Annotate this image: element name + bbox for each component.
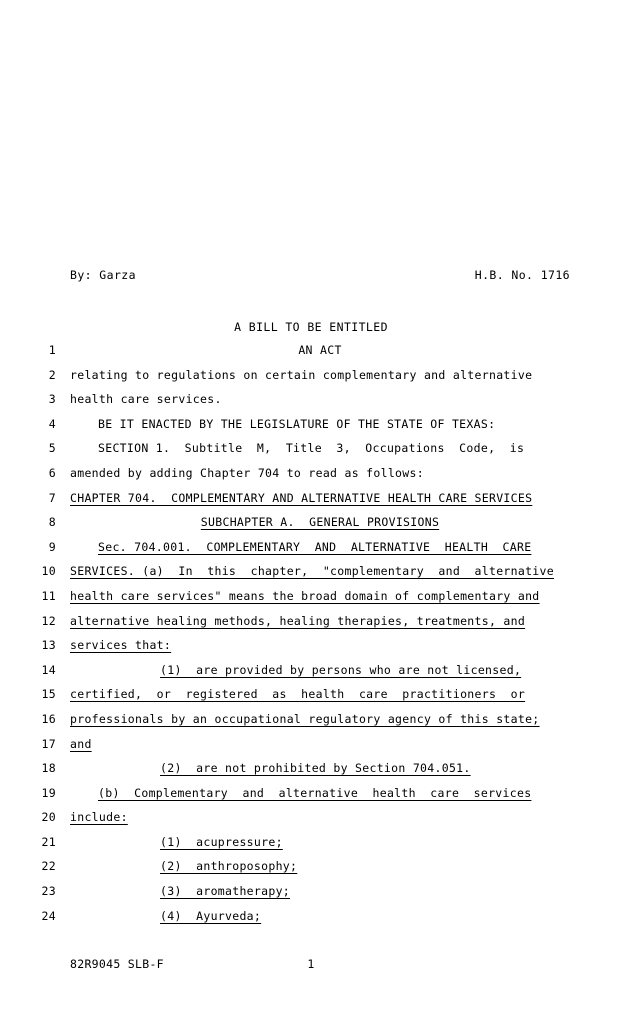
line-text: (1) acupressure; <box>160 834 283 849</box>
line-text: (b) Complementary and alternative health care services <box>98 785 532 800</box>
line-number: 17 <box>41 736 56 751</box>
page-number: 1 <box>307 957 315 971</box>
line-number: 13 <box>41 638 56 653</box>
line-number: 1 <box>48 343 56 357</box>
text-line <box>0 491 622 516</box>
line-number: 24 <box>41 908 56 923</box>
bill-title: A BILL TO BE ENTITLED <box>234 320 388 334</box>
line-text: amended by adding Chapter 704 to read as follows: <box>70 465 424 480</box>
bill-body <box>0 343 622 933</box>
text-line <box>0 909 622 934</box>
line-text: AN ACT <box>298 343 342 357</box>
line-number: 15 <box>41 687 56 702</box>
line-number: 18 <box>41 761 56 776</box>
text-line <box>0 761 622 786</box>
text-line <box>0 810 622 835</box>
text-line <box>0 638 622 663</box>
text-line <box>0 884 622 909</box>
line-text: services that: <box>70 638 172 653</box>
document-header <box>70 268 570 282</box>
line-text: (2) are not prohibited by Section 704.051. <box>160 761 471 776</box>
line-number: 9 <box>48 539 56 554</box>
line-number: 6 <box>48 465 56 480</box>
line-text: SUBCHAPTER A. GENERAL PROVISIONS <box>200 515 440 530</box>
text-line <box>0 368 622 393</box>
line-number: 12 <box>41 613 56 628</box>
line-number: 16 <box>41 711 56 726</box>
line-text: professionals by an occupational regulatory agency of this state; <box>70 711 540 726</box>
line-text: (2) anthroposophy; <box>160 859 298 874</box>
bill-number: H.B. No. 1716 <box>474 268 570 282</box>
text-line <box>0 466 622 491</box>
text-line <box>0 441 622 466</box>
text-line <box>0 343 622 368</box>
text-line <box>0 786 622 811</box>
line-text: SECTION 1. Subtitle M, Title 3, Occupations Code, is <box>98 441 525 456</box>
text-line <box>0 737 622 762</box>
line-text: BE IT ENACTED BY THE LEGISLATURE OF THE STATE OF TEXAS: <box>98 416 496 431</box>
text-line <box>0 515 622 540</box>
line-number: 4 <box>48 416 56 431</box>
line-text: health care services. <box>70 392 222 407</box>
line-text: alternative healing methods, healing therapies, treatments, and <box>70 613 526 628</box>
text-line <box>0 540 622 565</box>
line-number: 11 <box>41 588 56 603</box>
text-line <box>0 589 622 614</box>
line-number: 8 <box>48 515 56 530</box>
line-number: 5 <box>48 441 56 456</box>
line-number: 2 <box>48 367 56 382</box>
line-text: (3) aromatherapy; <box>160 884 291 899</box>
line-text: Sec. 704.001. COMPLEMENTARY AND ALTERNATIVE HEALTH CARE <box>98 539 532 554</box>
line-number: 10 <box>41 564 56 579</box>
line-text: and <box>70 736 92 751</box>
text-line <box>0 417 622 442</box>
line-number: 3 <box>48 392 56 407</box>
text-line <box>0 663 622 688</box>
line-number: 23 <box>41 884 56 899</box>
line-text: (4) Ayurveda; <box>160 908 262 923</box>
line-text: CHAPTER 704. COMPLEMENTARY AND ALTERNATIVE HEALTH CARE SERVICES <box>70 490 533 505</box>
line-text: (1) are provided by persons who are not licensed, <box>160 662 522 677</box>
line-text: relating to regulations on certain complementary and alternative <box>70 367 533 382</box>
line-number: 22 <box>41 859 56 874</box>
line-number: 7 <box>48 490 56 505</box>
line-text: include: <box>70 810 128 825</box>
document-id: 82R9045 SLB-F <box>70 957 164 971</box>
line-text: SERVICES. (a) In this chapter, "complementary and alternative <box>70 564 554 579</box>
line-number: 19 <box>41 785 56 800</box>
text-line <box>0 614 622 639</box>
text-line <box>0 835 622 860</box>
text-line <box>0 392 622 417</box>
text-line <box>0 687 622 712</box>
line-number: 20 <box>41 810 56 825</box>
bill-author: By: Garza <box>70 268 136 282</box>
text-line <box>0 712 622 737</box>
line-number: 21 <box>41 834 56 849</box>
line-number: 14 <box>41 662 56 677</box>
text-line <box>0 564 622 589</box>
line-text: certified, or registered as health care practitioners or <box>70 687 526 702</box>
line-text: health care services" means the broad domain of complementary and <box>70 588 540 603</box>
text-line <box>0 859 622 884</box>
